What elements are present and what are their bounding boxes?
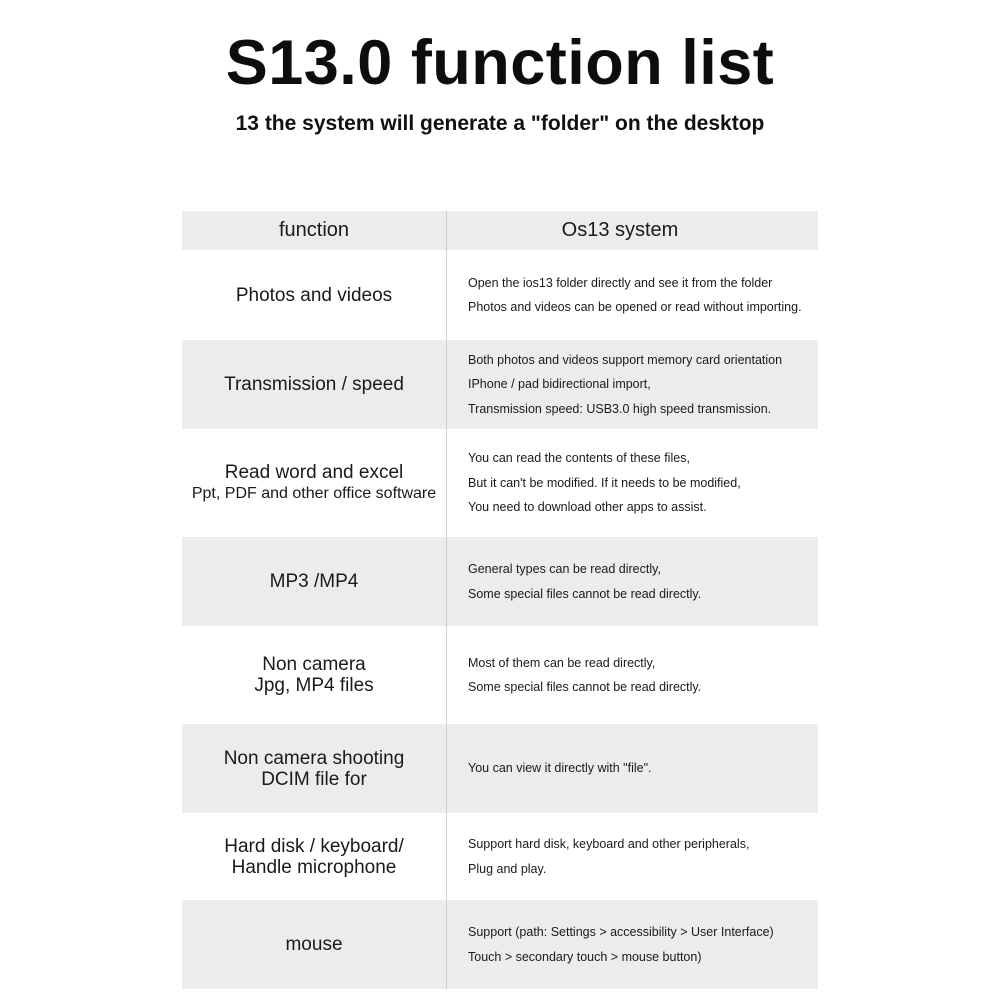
function-label: Hard disk / keyboard/ — [224, 835, 404, 857]
header-cell-function — [182, 211, 447, 250]
header-cell-system — [447, 211, 818, 250]
function-cell — [182, 900, 447, 989]
description-line: Touch > secondary touch > mouse button) — [468, 949, 702, 964]
table-row — [182, 250, 818, 340]
description-cell — [447, 724, 818, 813]
function-cell — [182, 429, 447, 537]
table-row — [182, 429, 818, 537]
description-cell — [447, 813, 818, 900]
function-label: Non camera — [262, 654, 366, 675]
description-cell — [447, 250, 818, 340]
page-subtitle: 13 the system will generate a "folder" on the desktop — [235, 112, 765, 135]
description-line: You can view it directly with "file". — [468, 761, 652, 776]
description-line: Some special files cannot be read directly. — [468, 680, 702, 694]
function-cell — [182, 537, 447, 626]
description-cell — [447, 429, 818, 537]
description-line: Transmission speed: USB3.0 high speed transmission. — [468, 401, 772, 416]
description-line: Open the ios13 folder directly and see it from the folder — [468, 275, 773, 290]
description-line: Support (path: Settings > accessibility > User Interface) — [468, 925, 774, 939]
description-line: You can read the contents of these files, — [468, 451, 690, 466]
function-label: Jpg, MP4 files — [254, 675, 374, 696]
function-cell — [182, 724, 447, 813]
function-label: DCIM file for — [261, 768, 367, 790]
table-row — [182, 724, 818, 813]
function-cell — [182, 250, 447, 340]
table-row — [182, 340, 818, 429]
function-sublabel: Ppt, PDF and other office software — [191, 484, 437, 502]
description-line: Plug and play. — [468, 861, 547, 876]
table-row — [182, 537, 818, 626]
description-line: But it can't be modified. If it needs to be modified, — [468, 475, 741, 490]
table-row — [182, 813, 818, 900]
function-label: Read word and excel — [224, 461, 404, 483]
description-line: Some special files cannot be read directly. — [468, 586, 702, 601]
description-line: IPhone / pad bidirectional import, — [468, 377, 651, 392]
description-line: General types can be read directly, — [468, 562, 661, 576]
function-label: Non camera shooting — [223, 747, 405, 769]
function-label: Transmission / speed — [224, 374, 404, 395]
function-table — [182, 211, 818, 989]
description-cell — [447, 340, 818, 429]
description-line: You need to download other apps to assist. — [468, 500, 707, 515]
description-line: Support hard disk, keyboard and other peripherals, — [468, 837, 750, 851]
function-cell — [182, 626, 447, 724]
description-cell — [447, 900, 818, 989]
header-system-label: Os13 system — [561, 219, 679, 241]
function-label: Handle microphone — [231, 856, 397, 878]
description-cell — [447, 537, 818, 626]
function-cell — [182, 340, 447, 429]
page-title: S13.0 function list — [225, 28, 775, 98]
function-cell — [182, 813, 447, 900]
description-line: Photos and videos can be opened or read without importing. — [468, 300, 802, 314]
description-cell — [447, 626, 818, 724]
function-label: mouse — [285, 934, 343, 955]
header-function-label: function — [278, 219, 350, 241]
table-row — [182, 900, 818, 989]
table-row — [182, 626, 818, 724]
function-label: MP3 /MP4 — [269, 571, 359, 592]
description-line: Most of them can be read directly, — [468, 655, 656, 670]
description-line: Both photos and videos support memory card orientation — [468, 352, 783, 367]
function-label: Photos and videos — [235, 284, 393, 306]
table-header-row — [182, 211, 818, 250]
